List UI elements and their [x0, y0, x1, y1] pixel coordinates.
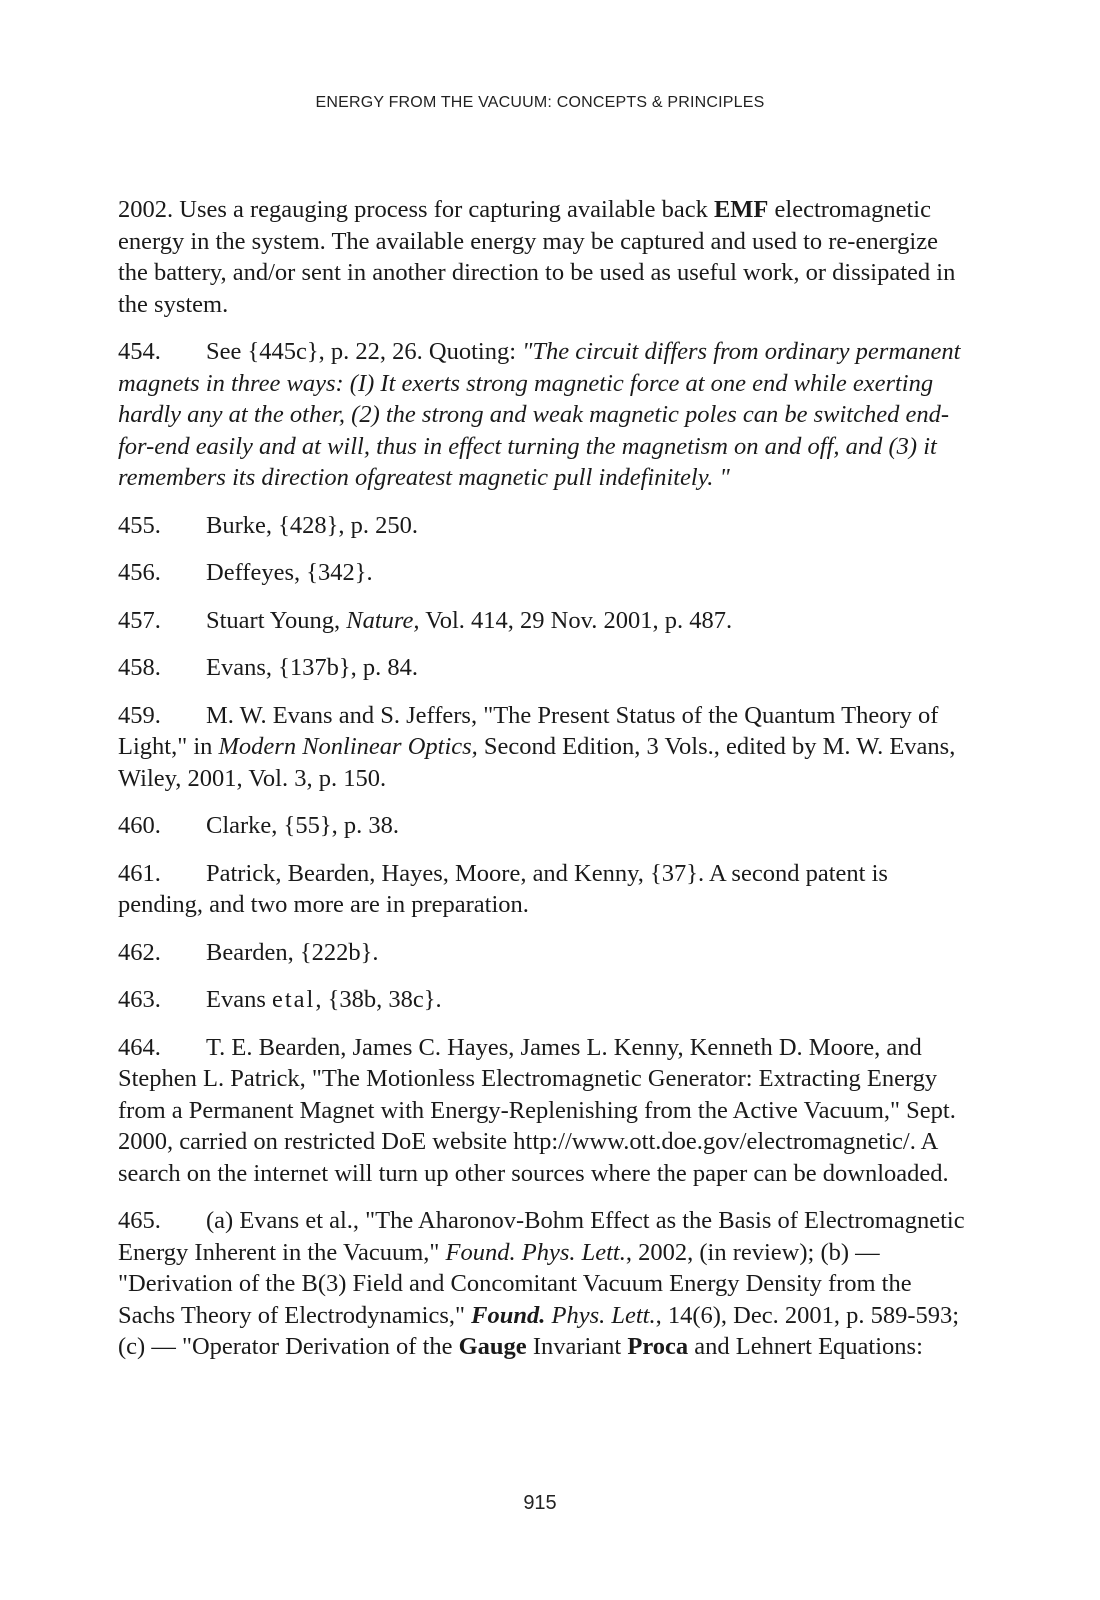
continuation-text: 2002. Uses a regauging process for capturing available back [118, 196, 714, 223]
note-number: 457. [118, 606, 161, 634]
note-number: 455. [118, 511, 161, 539]
note-462-text: Bearden, {222b}. [206, 938, 379, 966]
note-number: 454. [118, 338, 161, 365]
note-number: 463. [118, 986, 161, 1013]
note-number: 459. [118, 701, 161, 729]
note-number: 465. [118, 1207, 161, 1234]
note-465 [118, 1205, 968, 1363]
note-465-part2: , 2002, (in review); (b) — "Derivation of the B(3) Field and Concomitant Vacuum Energy Density from the Sachs Theory of Electrodynamics," [118, 1238, 912, 1329]
note-number: 462. [118, 938, 161, 966]
note-465-part5: and Lehnert Equations: [688, 1333, 923, 1360]
endnotes-list [118, 194, 968, 1379]
note-459 [118, 700, 968, 795]
note-number: 456. [118, 559, 161, 586]
note-463-after: , {38b, 38c}. [315, 986, 442, 1013]
note-number: 460. [118, 812, 161, 839]
note-454-quote: "The circuit differs from ordinary permanent magnets in three ways: (I) It exerts strong magnetic force at one end while exerting hardly any at the other, (2) the strong and weak magnetic poles can be switched end-for-end easily and at will, thus in effect turning the magnetism on and off, and (3) it remembers its direction ofgreatest magnetic pull indefinitely. " [118, 338, 961, 491]
note-457-after: Vol. 414, 29 Nov. 2001, p. 487. [419, 606, 733, 634]
note-465-bold-proca: Proca [627, 1333, 689, 1360]
running-head: ENERGY FROM THE VACUUM: CONCEPTS & PRINCIPLES [315, 94, 765, 111]
note-457 [118, 605, 968, 637]
note-460-text: Clarke, {55}, p. 38. [206, 812, 399, 839]
note-465-bold-gauge: Gauge [458, 1333, 527, 1360]
note-number: 464. [118, 1033, 161, 1061]
note-455-text: Burke, {428}, p. 250. [206, 511, 419, 539]
note-461-text: Patrick, Bearden, Hayes, Moore, and Kenny, {37}. A second patent is pending, and two more are in preparation. [118, 859, 888, 918]
note-464-text: T. E. Bearden, James C. Hayes, James L. Kenny, Kenneth D. Moore, and Stephen L. Patrick, "The Motionless Electromagnetic Generator: Extracting Energy from a Permanent Magnet with Energy-Replenishing from the Active Vacuum," Sept. 2000, carried on restricted DoE website http://www.ott.doe.gov/electromagnetic/. A search on the internet will turn up other sources where the paper can be downloaded. [118, 1033, 956, 1187]
note-457-journal: Nature, [346, 606, 420, 634]
note-454-lead: See {445c}, p. 22, 26. Quoting: [206, 338, 523, 365]
note-456 [118, 557, 968, 589]
note-continuation [118, 194, 968, 320]
note-465-part1: (a) Evans et al., "The Aharonov-Bohm Effect as the Basis of Electromagnetic Energy Inherent in the Vacuum," [118, 1207, 965, 1266]
note-458-text: Evans, {137b}, p. 84. [206, 654, 419, 681]
note-463-etal: etal [272, 986, 316, 1013]
note-458 [118, 652, 968, 684]
note-459-before: M. W. Evans and S. Jeffers, "The Present Status of the Quantum Theory of Light," in [118, 701, 939, 760]
continuation-text-after: electromagnetic energy in the system. The available energy may be captured and used to re-energize the battery, and/or sent in another direction to be used as useful work, or dissipated in the system. [118, 196, 956, 318]
note-463-before: Evans [206, 986, 272, 1013]
note-459-after: Second Edition, 3 Vols., edited by M. W. Evans, Wiley, 2001, Vol. 3, p. 150. [118, 733, 956, 792]
note-464 [118, 1032, 968, 1190]
note-462 [118, 937, 968, 969]
note-463 [118, 984, 968, 1016]
note-number: 458. [118, 654, 161, 681]
note-460 [118, 810, 968, 842]
note-465-part3: , 14(6), Dec. 2001, p. 589-593; (c) — "Operator Derivation of the [118, 1301, 960, 1360]
note-456-text: Deffeyes, {342}. [206, 559, 373, 586]
note-454 [118, 336, 968, 494]
note-461 [118, 858, 968, 921]
note-459-book: Modern Nonlinear Optics, [218, 733, 478, 760]
page-number: 915 [523, 1492, 557, 1514]
note-457-before: Stuart Young, [206, 606, 347, 634]
note-465-part4: Invariant [526, 1333, 628, 1360]
continuation-bold-emf: EMF [713, 196, 769, 223]
note-465-journal-2: Phys. Lett. [545, 1301, 656, 1329]
note-465-journal-2-bold: Found. [471, 1301, 546, 1329]
note-455 [118, 510, 968, 542]
note-number: 461. [118, 859, 161, 887]
note-465-journal-1: Found. Phys. Lett. [445, 1238, 626, 1266]
